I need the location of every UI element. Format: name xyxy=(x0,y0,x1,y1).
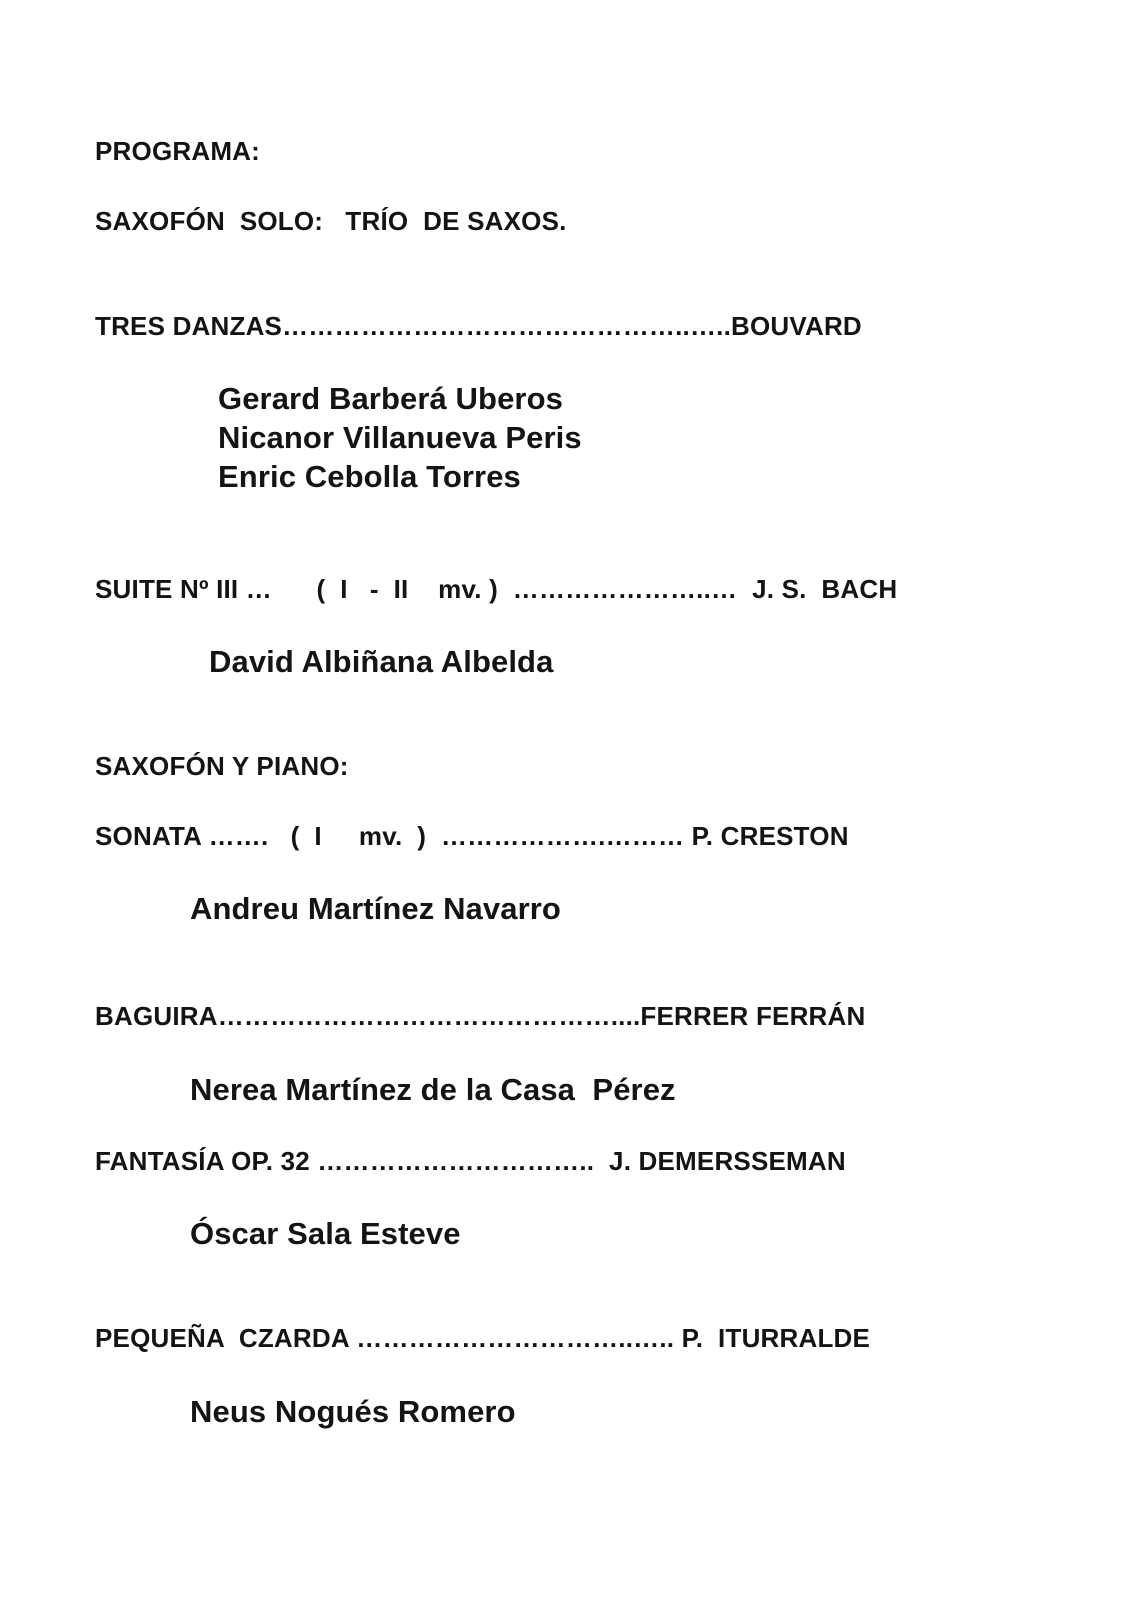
performer-name: Enric Cebolla Torres xyxy=(218,459,521,494)
section-heading-saxophone-solo: SAXOFÓN SOLO: TRÍO DE SAXOS. xyxy=(95,206,567,236)
performer-name: David Albiñana Albelda xyxy=(209,644,554,679)
performer-name: Gerard Barberá Uberos xyxy=(218,381,563,416)
performer-name: Andreu Martínez Navarro xyxy=(190,891,561,926)
performer-name: Óscar Sala Esteve xyxy=(190,1216,461,1251)
program-title: PROGRAMA: xyxy=(95,136,261,166)
performer-name: Nerea Martínez de la Casa Pérez xyxy=(190,1072,676,1107)
piece-tres-danzas: TRES DANZAS………………………………………..…..BOUVARD xyxy=(95,311,862,341)
performer-name: Neus Nogués Romero xyxy=(190,1394,516,1429)
piece-pequena-czarda: PEQUEÑA CZARDA …………………………..….. P. ITURRALDE xyxy=(95,1323,871,1353)
piece-baguira: BAGUIRA………………………………………....FERRER FERRÁN xyxy=(95,1001,866,1031)
performer-name: Nicanor Villanueva Peris xyxy=(218,420,582,455)
piece-suite-iii: SUITE Nº III … ( I - II mv. ) …………………..… J. S. BACH xyxy=(95,574,898,604)
piece-sonata: SONATA ……. ( I mv. ) ……………….……… P. CRESTON xyxy=(95,821,849,851)
piece-fantasia-op32: FANTASÍA OP. 32 ………………………….. J. DEMERSSEMAN xyxy=(95,1146,846,1176)
section-heading-saxophone-piano: SAXOFÓN Y PIANO: xyxy=(95,751,349,781)
